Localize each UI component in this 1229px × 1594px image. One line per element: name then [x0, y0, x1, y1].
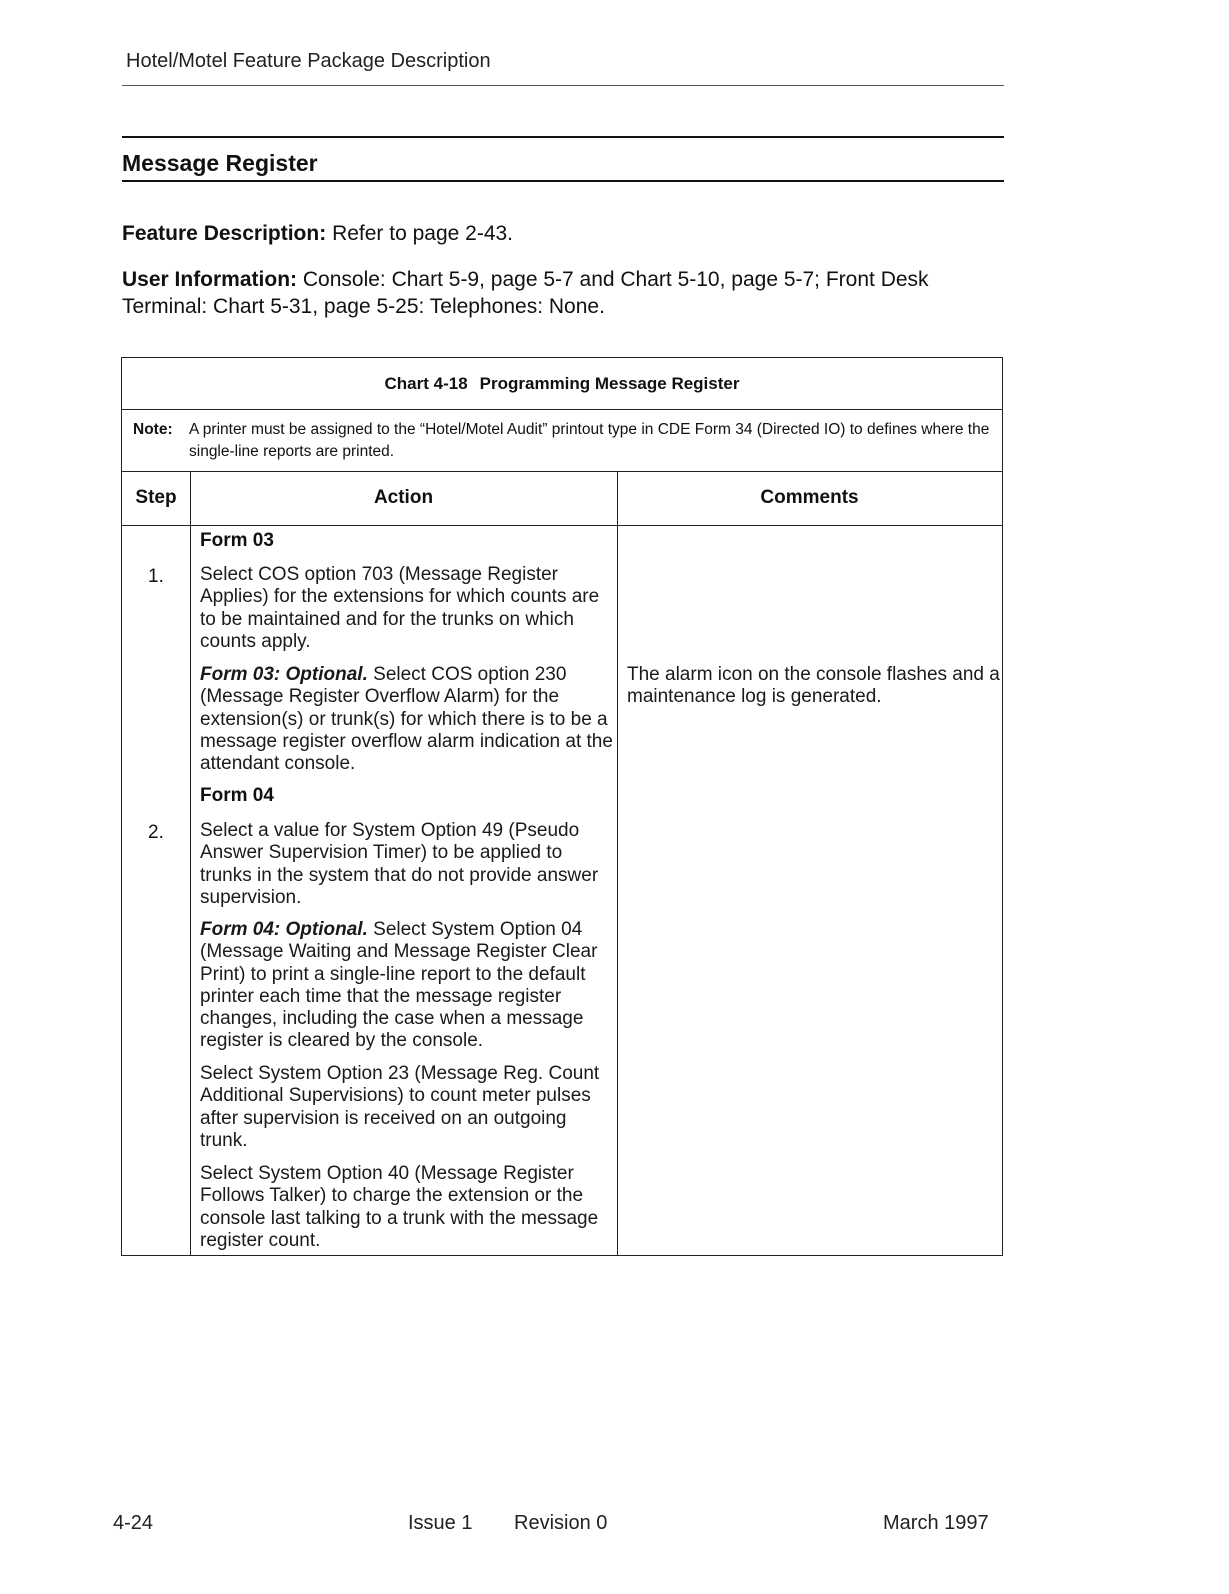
section-top-rule: [122, 136, 1004, 138]
footer-date: March 1997: [883, 1512, 989, 1534]
programming-chart: [121, 357, 1003, 1256]
footer-revision: Revision 0: [514, 1512, 608, 1534]
column-header-step: Step: [135, 487, 177, 508]
running-header: Hotel/Motel Feature Package Description: [126, 50, 491, 72]
footer-issue: Issue 1: [408, 1512, 473, 1534]
column-header-action: Action: [373, 487, 434, 508]
step-number-2: 2.: [148, 822, 164, 843]
form04-label: Form 04: [200, 785, 274, 806]
option23-action: Select System Option 23 (Message Reg. Count Additional Supervisions) to count meter pulses after supervision is received on an outgoing trunk.: [200, 1063, 600, 1151]
user-information-label: User Information:: [122, 268, 298, 291]
header-rule: [122, 85, 1004, 86]
note-text: A printer must be assigned to the “Hotel/Motel Audit” printout type in CDE Form 34 (Directed IO) to defines where the single-line reports are printed.: [189, 421, 990, 460]
column-header-comments: Comments: [760, 487, 859, 508]
form04-optional-text: Select System Option 04 (Message Waiting and Message Register Clear Print) to print a single-line report to the default printer each time that the message register changes, including the case when a message register is cleared by the console.: [200, 919, 598, 1052]
chart-title-text: Programming Message Register: [479, 373, 740, 393]
form03-optional-text: Select COS option 230 (Message Register Overflow Alarm) for the extension(s) or trunk(s) for which there is to be a message register overflow alarm indication at the attendant console.: [200, 664, 613, 775]
feature-description-label: Feature Description:: [122, 222, 327, 245]
section-title: Message Register: [122, 150, 318, 176]
step-number-1: 1.: [148, 566, 164, 587]
form04-optional-label: Form 04: Optional.: [200, 919, 368, 940]
column-divider: [190, 472, 191, 1255]
section-bottom-rule: [122, 180, 1004, 182]
form03-optional-comment: The alarm icon on the console flashes and a maintenance log is generated.: [627, 664, 1000, 708]
chart-note: [122, 410, 1002, 472]
step2-action: Select a value for System Option 49 (Pseudo Answer Supervision Timer) to be applied to trunks in the system that do not provide answer supervision.: [200, 820, 599, 908]
form03-optional-action: [200, 664, 615, 775]
user-information: [122, 266, 982, 320]
option40-action: Select System Option 40 (Message Register Follows Talker) to charge the extension or the console last talking to a trunk with the message register count.: [200, 1163, 599, 1251]
step1-action: Select COS option 703 (Message Register Applies) for the extensions for which counts are to be maintained and for the trunks on which counts apply.: [200, 564, 600, 652]
form03-label: Form 03: [200, 530, 274, 551]
footer-page-number: 4-24: [113, 1512, 154, 1534]
column-divider: [617, 472, 618, 1255]
user-information-text: Console: Chart 5-9, page 5-7 and Chart 5-10, page 5-7; Front Desk Terminal: Chart 5-31, page 5-25: Telephones: None.: [122, 268, 929, 318]
form04-optional-action: [200, 919, 615, 1053]
form03-optional-label: Form 03: Optional.: [200, 664, 368, 685]
chart-title: [122, 358, 1002, 410]
feature-description-text: Refer to page 2-43.: [332, 222, 514, 245]
note-label: Note:: [133, 421, 173, 438]
column-header-row: [122, 472, 1002, 526]
chart-number: Chart 4-18: [384, 373, 468, 393]
feature-description: [122, 220, 982, 247]
